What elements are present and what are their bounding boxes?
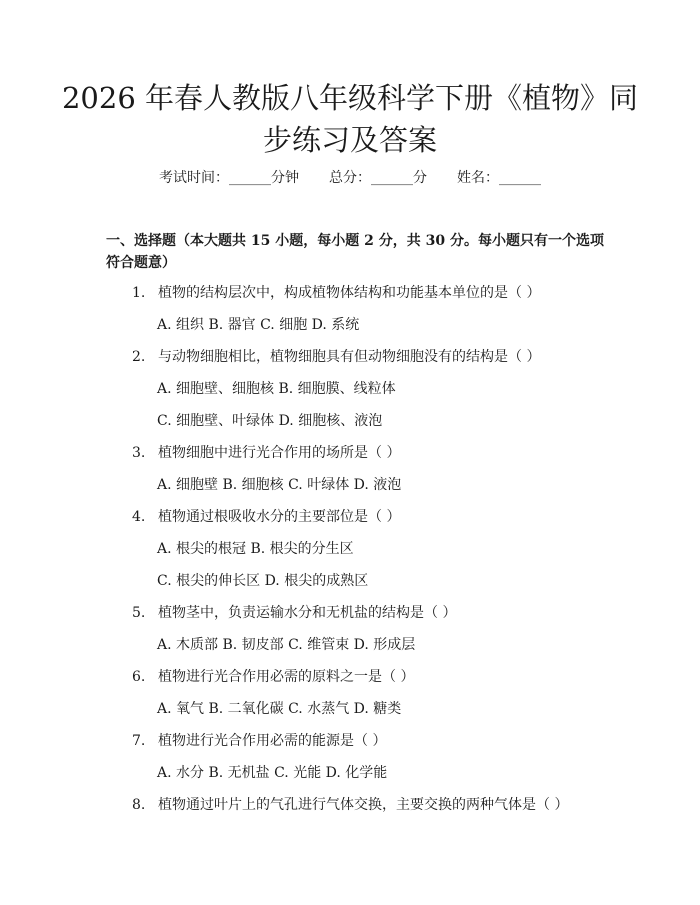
total-score-field: 总分：______分 [329, 170, 427, 186]
question-item [132, 666, 414, 686]
section-heading-multiple-choice: 一、选择题（本大题共 15 小题，每小题 2 分，共 30 分。每小题只有一个选项符合题意） [106, 233, 604, 271]
question-item [132, 282, 540, 302]
question-text: 植物进行光合作用必需的原料之一是（ ） [158, 669, 415, 685]
question-number: 5. [132, 605, 146, 621]
question-text: 植物茎中，负责运输水分和无机盐的结构是（ ） [158, 605, 457, 621]
question-item [132, 730, 386, 750]
question-number: 2. [132, 349, 146, 365]
question-options: A. 细胞壁、细胞核 B. 细胞膜、线粒体 [157, 381, 396, 397]
question-text: 植物进行光合作用必需的能源是（ ） [158, 733, 387, 749]
question-text: 植物通过根吸收水分的主要部位是（ ） [158, 509, 401, 525]
exam-time-field: 考试时间：______分钟 [159, 170, 299, 186]
question-options: A. 水分 B. 无机盐 C. 光能 D. 化学能 [157, 765, 388, 781]
question-options: A. 组织 B. 器官 C. 细胞 D. 系统 [157, 317, 360, 333]
question-text: 植物通过叶片上的气孔进行气体交换，主要交换的两种气体是（ ） [158, 797, 569, 813]
question-item [132, 346, 540, 366]
question-options: C. 细胞壁、叶绿体 D. 细胞核、液泡 [157, 413, 383, 429]
question-item [132, 602, 456, 622]
question-number: 8. [132, 797, 146, 813]
question-number: 7. [132, 733, 146, 749]
question-item [132, 442, 400, 462]
question-options: A. 氧气 B. 二氧化碳 C. 水蒸气 D. 糖类 [157, 701, 402, 717]
question-text: 植物细胞中进行光合作用的场所是（ ） [158, 445, 401, 461]
student-name-field: 姓名：______ [457, 170, 541, 186]
question-text: 与动物细胞相比，植物细胞具有但动物细胞没有的结构是（ ） [158, 349, 541, 365]
question-text: 植物的结构层次中，构成植物体结构和功能基本单位的是（ ） [158, 285, 541, 301]
question-number: 3. [132, 445, 146, 461]
document-title-line-2: 步练习及答案 [262, 123, 437, 157]
question-item [132, 794, 568, 814]
question-options: A. 木质部 B. 韧皮部 C. 维管束 D. 形成层 [157, 637, 416, 653]
question-number: 6. [132, 669, 146, 685]
question-options: A. 根尖的根冠 B. 根尖的分生区 [157, 541, 354, 557]
question-options: C. 根尖的伸长区 D. 根尖的成熟区 [157, 573, 369, 589]
question-item [132, 506, 400, 526]
question-number: 1. [132, 285, 146, 301]
exam-info-line [0, 167, 700, 187]
question-options: A. 细胞壁 B. 细胞核 C. 叶绿体 D. 液泡 [157, 477, 402, 493]
document-title-line-1: 2026 年春人教版八年级科学下册《植物》同 [61, 81, 639, 115]
question-number: 4. [132, 509, 146, 525]
